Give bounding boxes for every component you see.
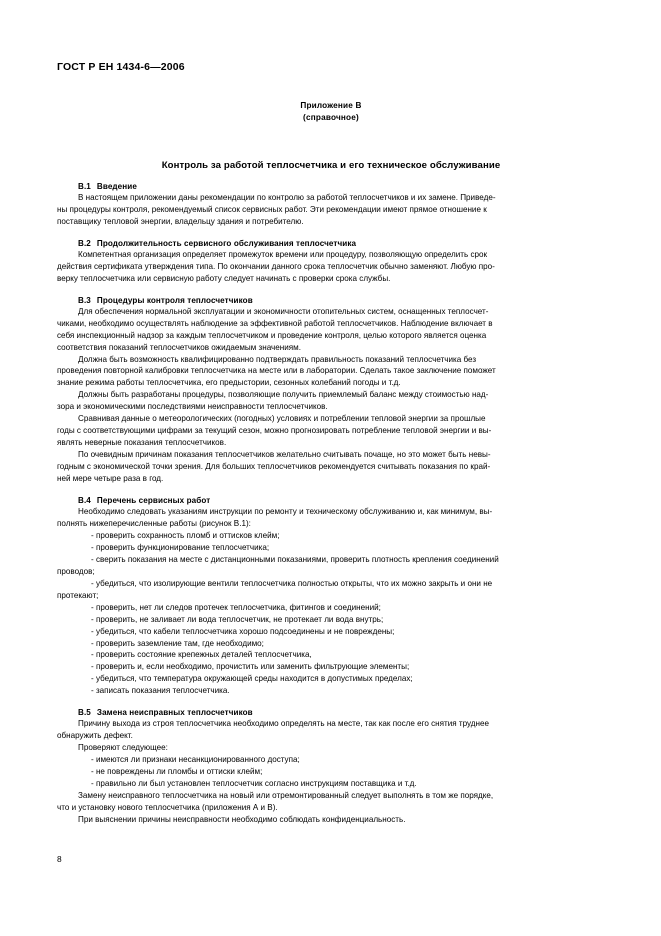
text-line: Необходимо следовать указаниям инструкции по ремонту и техническому обслуживанию и, как минимум, вы- [78,507,493,517]
paragraph-b4-intro [57,506,605,530]
text-line: себя инспекционный надзор за каждым теплосчетчиком и проведение контроля, целью которого является оценка [57,330,487,340]
section-heading-b1 [57,182,605,191]
section-title-b2: Продолжительность сервисного обслуживания теплосчетчика [96,238,357,248]
text-line: обнаружить дефект. [57,731,133,741]
list-item: - проверить состояние крепежных деталей теплосчетчика, [91,650,312,660]
text-line: верку теплосчетчика или сервисную работу следует начинать с проверки срока службы. [57,273,391,283]
list-item: - проверить сохранность пломб и оттисков клейм; [91,530,280,540]
section-heading-b5 [57,708,605,717]
page-title: Контроль за работой теплосчетчика и его техническое обслуживание [161,160,501,171]
list-item: - записать показания теплосчетчика. [91,686,230,696]
text-line: По очевидным причинам показания теплосчетчиков желательно считывать почаще, но это может быть невы- [78,450,491,460]
text-line: ны процедуры контроля, рекомендуемый список сервисных работ. Эти рекомендации имеют прямое отношение к [57,204,487,214]
section-heading-b4 [57,496,605,505]
text-line: что и установку нового теплосчетчика (приложения А и В). [57,802,278,812]
list-item: - правильно ли был установлен теплосчетчик согласно инструкциям поставщика и т.д. [91,779,417,789]
paragraph-b5-1 [57,718,605,742]
section-heading-b2 [57,239,605,248]
paragraph-b5-check-intro [57,742,605,754]
paragraph-b3-1 [57,306,605,354]
text-line: знание режима работы теплосчетчика, его предыстории, сезонных колебаний погоды и т.д. [57,378,401,388]
text-line: Должны быть разработаны процедуры, позволяющие получить приемлемый баланс между стоимостью над- [78,390,489,400]
document-header: ГОСТ Р ЕН 1434-6—2006 [57,61,185,73]
list-item: - сверить показания на месте с дистанционными показаниями, проверить плотность крепления соединений [91,554,499,564]
list-item: - проверить и, если необходимо, прочистить или заменить фильтрующие элементы; [91,662,410,672]
list-item: - не повреждены ли пломбы и оттиски клейм; [91,767,263,777]
paragraph-b3-4 [57,413,605,449]
text-line: В настоящем приложении даны рекомендации по контролю за работой теплосчетчиков и их замене. Приведе- [78,193,496,202]
list-item: - убедиться, что изолирующие вентили теплосчетчика полностью открыты, что их можно закрыть и они не [91,578,493,588]
text-line: полнять нижеперечисленные работы (рисунок В.1): [57,518,251,528]
text-line: проведения повторной калибровки теплосчетчика на месте или в лаборатории. Сделать такое заключение поможет [57,366,496,376]
page-number: 8 [57,854,62,864]
text-line: Замену неисправного теплосчетчика на новый или отремонтированный следует выполнять в том же порядке, [78,790,494,800]
text-line: годы с соответствующими цифрами за текущий сезон, можно прогнозировать потребление тепловой энергии и вы- [57,426,492,436]
section-number-b2: В.2 [78,238,91,248]
appendix-label: Приложение В [300,101,362,110]
list-item: - проверить, нет ли следов протечек теплосчетчика, фитингов и соединений; [91,602,381,612]
list-item: - проверить функционирование теплосчетчика; [91,542,270,552]
list-b5-checks [57,754,605,790]
text-line: чиками, необходимо осуществлять наблюдение за эффективной работой теплосчетчиков. Наблюдение включает в [57,318,493,328]
section-title-b4: Перечень сервисных работ [96,496,211,506]
list-item: - убедиться, что температура окружающей среды находится в допустимых пределах; [91,674,413,684]
list-item: - имеются ли признаки несанкционированного доступа; [91,755,300,765]
text-line: При выяснении причины неисправности необходимо соблюдать конфиденциальность. [78,814,406,824]
paragraph-b3-3 [57,389,605,413]
document-content [57,100,605,826]
section-heading-b3 [57,296,605,305]
paragraph-b3-5 [57,449,605,485]
paragraph-b1 [57,192,605,228]
paragraph-b2 [57,249,605,285]
text-line: Компетентная организация определяет промежуток времени или процедуру, позволяющую определить срок [78,249,488,259]
text-line: поставщику тепловой энергии, владельцу здания и потребителю. [57,216,304,226]
list-item-cont: протекают; [57,590,99,600]
text-line: годным с экономической точки зрения. Для больших теплосчетчиков рекомендуется считывать показания по край- [57,462,491,472]
text-line: Причину выхода из строя теплосчетчика необходимо определять на месте, так как после его снятия труднее [78,719,489,729]
list-item-cont: проводов; [57,566,95,576]
section-number-b1: В.1 [78,182,91,191]
paragraph-b3-2 [57,354,605,390]
section-title-b5: Замена неисправных теплосчетчиков [96,708,253,718]
text-line: действия сертификата утверждения типа. По окончании данного срока теплосчетчик обычно заменяют. Любую про- [57,261,495,271]
section-title-b3: Процедуры контроля теплосчетчиков [96,295,253,305]
text-line: Должна быть возможность квалифицированно подтверждать правильность показаний теплосчетчика без [78,354,477,364]
appendix-heading [57,100,605,123]
text-line: зора и экономическими последствиями неисправности теплосчетчиков. [57,402,328,412]
section-number-b4: В.4 [78,496,91,506]
text-line: ней мере четыре раза в год. [57,474,164,484]
list-item: - проверить заземление там, где необходимо; [91,638,264,648]
section-title-b1: Введение [96,182,137,191]
list-item: - убедиться, что кабели теплосчетчика хорошо подсоединены и не повреждены; [91,626,395,636]
list-item: - проверить, не заливает ли вода теплосчетчик, не протекает ли вода внутрь; [91,614,384,624]
paragraph-b5-2 [57,790,605,814]
list-b4-items [57,530,605,697]
appendix-kind: (справочное) [303,112,359,122]
section-number-b5: В.5 [78,708,91,718]
text-line: соответствия показаний теплосчетчиков ожидаемым значениям. [57,342,301,352]
paragraph-b5-3 [57,814,605,826]
text-line: Для обеспечения нормальной эксплуатации и экономичности отопительных систем, оснащенных теплосчет- [78,306,489,316]
text-line: Проверяют следующее: [78,743,168,753]
section-number-b3: В.3 [78,295,91,305]
text-line: являть неверные показания теплосчетчиков. [57,438,227,448]
text-line: Сравнивая данные о метеорологических (погодных) условиях и потреблении тепловой энергии за прошлые [78,414,486,424]
